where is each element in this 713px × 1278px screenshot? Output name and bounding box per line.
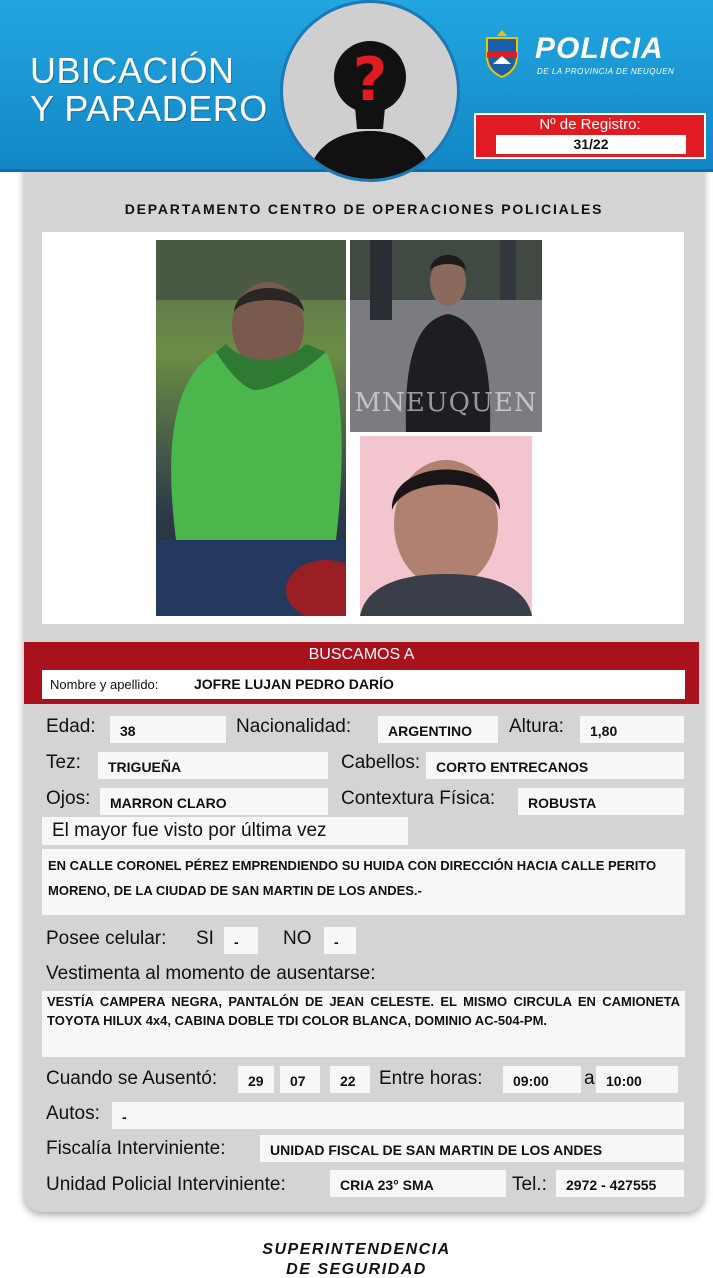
tez-label: Tez: [46,752,81,773]
visto-value: EN CALLE CORONEL PÉREZ EMPRENDIENDO SU HUIDA CON DIRECCIÓN HACIA CALLE PERITO MORENO, DE LA CIUDAD DE SAN MARTIN DE LOS ANDES.- [42,849,685,915]
tez-value: TRIGUEÑA [98,752,328,779]
police-subtitle: DE LA PROVINCIA DE NEUQUEN [537,67,675,76]
vestimenta-label: Vestimenta al momento de ausentarse: [46,963,376,984]
altura-value: 1,80 [580,716,684,743]
buscamos-title: BUSCAMOS A [308,646,415,663]
silhouette-question-icon [283,3,457,179]
ausento-year: 22 [330,1066,370,1093]
edad-value: 38 [110,716,226,743]
celular-no-label: NO [283,928,312,949]
contextura-label: Contextura Física: [341,788,496,809]
ausento-month: 07 [280,1066,320,1093]
police-shield-icon [483,28,521,78]
cabellos-label: Cabellos: [341,752,421,773]
svg-text:?: ? [352,45,388,115]
ojos-value: MARRON CLARO [100,788,328,815]
altura-label: Altura: [509,716,564,737]
unknown-person-avatar [280,0,460,182]
celular-label: Posee celular: [46,928,167,949]
contextura-value: ROBUSTA [518,788,684,815]
vestimenta-value: VESTÍA CAMPERA NEGRA, PANTALÓN DE JEAN CELESTE. EL MISMO CIRCULA EN CAMIONETA TOYOTA HILUX 4x4, CABINA DOBLE TDI COLOR BLANCA, DOMINIO AC-504-PM. [42,991,685,1057]
name-value: JOFRE LUJAN PEDRO DARÍO [194,676,394,692]
suspect-photo-green-jacket [156,240,346,616]
name-label: Nombre y apellido: [50,677,159,692]
visto-label: El mayor fue visto por última vez [42,817,408,845]
ausento-label: Cuando se Ausentó: [46,1068,218,1089]
suspect-photo-portrait [360,436,532,616]
autos-label: Autos: [46,1103,100,1124]
edad-label: Edad: [46,716,96,737]
horas-label: Entre horas: [379,1068,483,1089]
unidad-value: CRIA 23° SMA [330,1170,506,1197]
registro-label: Nº de Registro: [539,116,641,133]
autos-value: - [112,1102,684,1129]
hora-separator: a [584,1068,595,1089]
celular-si-label: SI [196,928,214,949]
registro-value: 31/22 [496,135,686,154]
poster-title-line1: UBICACIÓN [30,50,235,91]
footer-agency [0,1240,713,1278]
police-title: POLICIA [535,32,664,65]
ojos-label: Ojos: [46,788,91,809]
hora-hasta: 10:00 [596,1066,678,1093]
ausento-day: 29 [238,1066,274,1093]
poster-title-line2: Y PARADERO [30,88,268,129]
unidad-label: Unidad Policial Interviniente: [46,1174,286,1195]
footer-line2: DE SEGURIDAD [286,1261,427,1278]
celular-si-value: - [224,927,258,954]
cabellos-value: CORTO ENTRECANOS [426,752,684,779]
tel-value: 2972 - 427555 [556,1170,684,1197]
photo-watermark: MNEUQUEN [354,388,538,418]
nacionalidad-label: Nacionalidad: [236,716,352,737]
celular-no-value: - [324,927,356,954]
registro-box [474,113,706,159]
footer-line1: SUPERINTENDENCIA [262,1241,451,1258]
tel-label: Tel.: [512,1174,547,1195]
poster-title [30,52,290,128]
nacionalidad-value: ARGENTINO [378,716,498,743]
fiscalia-label: Fiscalía Interviniente: [46,1138,226,1159]
hora-desde: 09:00 [503,1066,581,1093]
fiscalia-value: UNIDAD FISCAL DE SAN MARTIN DE LOS ANDES [260,1135,684,1162]
department-heading: DEPARTAMENTO CENTRO DE OPERACIONES POLICIALES [124,201,604,217]
